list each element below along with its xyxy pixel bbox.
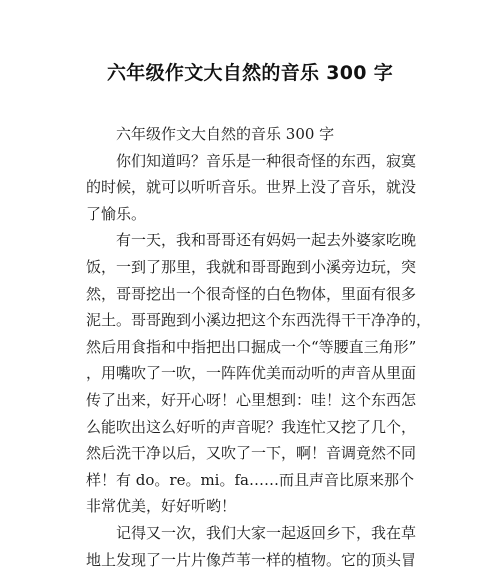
- text-line: 饭，一到了那里，我就和哥哥跑到小溪旁边玩，突: [86, 254, 436, 281]
- text-line: 有一天，我和哥哥还有妈妈一起去外婆家吃晚: [86, 227, 436, 254]
- text-line: 么能吹出这么好听的声音呢？我连忙又挖了几个，: [86, 414, 436, 441]
- document-body: [86, 121, 436, 573]
- text-line: 泥土。哥哥跑到小溪边把这个东西洗得干干净净的，: [86, 307, 436, 334]
- text-line: 记得又一次，我们大家一起返回乡下，我在草: [86, 520, 436, 547]
- text-line: 样！有 do。re。mi。fa……而且声音比原来那个: [86, 467, 436, 494]
- text-line: 然，哥哥挖出一个很奇怪的白色物体，里面有很多: [86, 281, 436, 308]
- text-line: 了愉乐。: [86, 201, 436, 228]
- text-line: 传了出来，好开心呀！心里想到：哇！这个东西怎: [86, 387, 436, 414]
- document-title: 六年级作文大自然的音乐 300 字: [0, 60, 500, 86]
- text-line: 然后洗干净以后，又吹了一下，啊！音调竟然不同: [86, 440, 436, 467]
- text-line: 六年级作文大自然的音乐 300 字: [86, 121, 436, 148]
- text-line: ，用嘴吹了一吹，一阵阵优美而动听的声音从里面: [86, 360, 436, 387]
- text-line: 地上发现了一片片像芦苇一样的植物。它的顶头冒: [86, 547, 436, 573]
- text-line: 然后用食指和中指把出口掘成一个“等腰直三角形”: [86, 334, 436, 361]
- text-line: 非常优美，好好听哟！: [86, 493, 436, 520]
- text-line: 你们知道吗？音乐是一种很奇怪的东西，寂寞: [86, 148, 436, 175]
- text-line: 的时候，就可以听听音乐。世界上没了音乐，就没: [86, 174, 436, 201]
